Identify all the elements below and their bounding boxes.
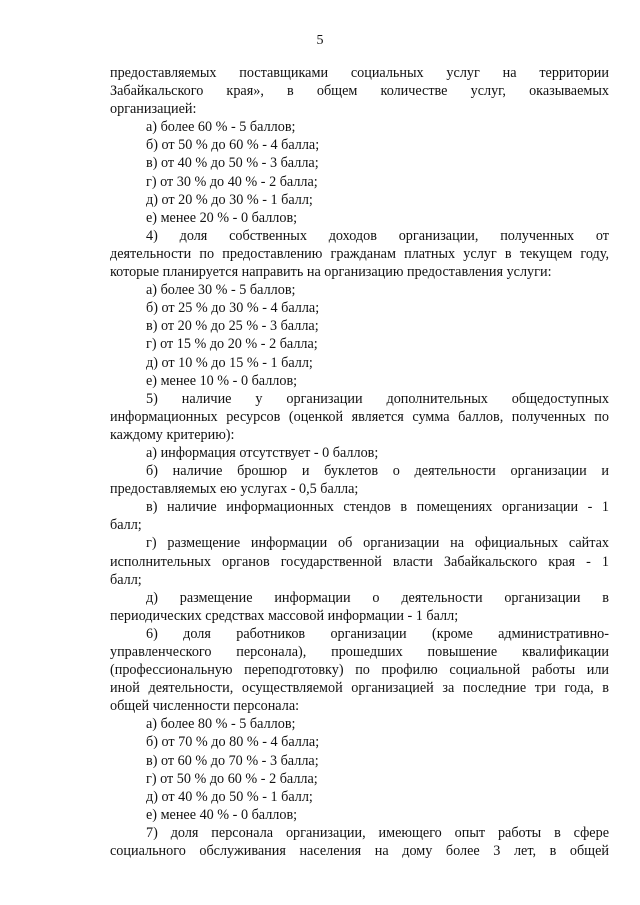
paragraph: [110, 390, 609, 444]
paragraph: [110, 227, 609, 281]
text-line: каждому критерию):: [110, 426, 235, 443]
list-item: е) менее 20 % - 0 баллов;: [146, 209, 298, 226]
paragraph: [110, 589, 609, 625]
text-line: информационных ресурсов (оценкой является сумма баллов, полученных по: [110, 408, 609, 425]
text-line: (профессиональную переподготовку) по профилю социальной работы или: [110, 662, 609, 679]
list-item: е) менее 40 % - 0 баллов;: [146, 806, 298, 823]
text-line: которые планируется направить на организацию предоставления услуги:: [110, 264, 552, 281]
paragraph: [110, 625, 609, 715]
text-line: предоставляемых поставщиками социальных услуг на территории: [110, 65, 609, 81]
list-item: а) более 80 % - 5 баллов;: [146, 716, 296, 733]
text-line: 7) доля персонала организации, имеющего опыт работы в сфере: [146, 824, 609, 841]
text-line: 4) доля собственных доходов организации, полученных от: [146, 227, 609, 244]
paragraph: [110, 64, 609, 118]
list-item: в) от 40 % до 50 % - 3 балла;: [146, 155, 319, 172]
text-line: д) размещение информации о деятельности организации в: [146, 589, 609, 606]
text-line: г) размещение информации об организации на официальных сайтах: [146, 535, 609, 552]
list-item: в) от 20 % до 25 % - 3 балла;: [146, 318, 319, 335]
paragraph: [110, 462, 609, 498]
list-item: а) более 60 % - 5 баллов;: [146, 119, 296, 136]
text-line: Забайкальского края», в общем количестве услуг, оказываемых: [110, 83, 609, 100]
text-line: периодических средствах массовой информации - 1 балл;: [110, 607, 459, 624]
text-line: балл;: [110, 571, 142, 588]
text-line: 5) наличие у организации дополнительных общедоступных: [146, 390, 609, 407]
text-line: организацией:: [110, 101, 197, 118]
text-line: балл;: [110, 517, 142, 534]
list-item: г) от 30 % до 40 % - 2 балла;: [146, 173, 318, 190]
list-item: е) менее 10 % - 0 баллов;: [146, 372, 298, 389]
text-line: деятельности по предоставлению гражданам платных услуг в текущем году,: [110, 245, 609, 262]
list-item: б) от 50 % до 60 % - 4 балла;: [146, 137, 320, 154]
list-item: д) от 20 % до 30 % - 1 балл;: [146, 191, 313, 208]
text-line: в) наличие информационных стендов в помещениях организации - 1: [146, 499, 609, 516]
text-line: б) наличие брошюр и буклетов о деятельности организации и: [146, 463, 609, 480]
text-line: исполнительных органов государственной власти Забайкальского края - 1: [110, 553, 609, 570]
list-item: б) от 25 % до 30 % - 4 балла;: [146, 300, 320, 317]
list-item: г) от 15 % до 20 % - 2 балла;: [146, 336, 318, 353]
list-item: д) от 10 % до 15 % - 1 балл;: [146, 354, 313, 371]
text-line: 6) доля работников организации (кроме административно-: [146, 625, 609, 642]
list-item: а) более 30 % - 5 баллов;: [146, 282, 296, 299]
text-line: предоставляемых ею услугах - 0,5 балла;: [110, 481, 359, 498]
list-item: в) от 60 % до 70 % - 3 балла;: [146, 752, 319, 769]
text-line: социального обслуживания населения на дому более 3 лет, в общей: [110, 843, 609, 860]
list-item: а) информация отсутствует - 0 баллов;: [146, 444, 379, 461]
text-line: общей численности персонала:: [110, 698, 300, 715]
page-number: 5: [316, 33, 324, 48]
text-line: иной деятельности, осуществляемой организацией за последние три года, в: [110, 680, 609, 697]
list-item: г) от 50 % до 60 % - 2 балла;: [146, 770, 318, 787]
text-line: управленческого персонала), прошедших повышение квалификации: [110, 644, 609, 660]
document-body: [110, 64, 609, 860]
paragraph: [110, 498, 609, 534]
paragraph: [110, 534, 609, 588]
list-item: б) от 70 % до 80 % - 4 балла;: [146, 734, 320, 751]
list-item: д) от 40 % до 50 % - 1 балл;: [146, 788, 313, 805]
paragraph: [110, 824, 609, 860]
